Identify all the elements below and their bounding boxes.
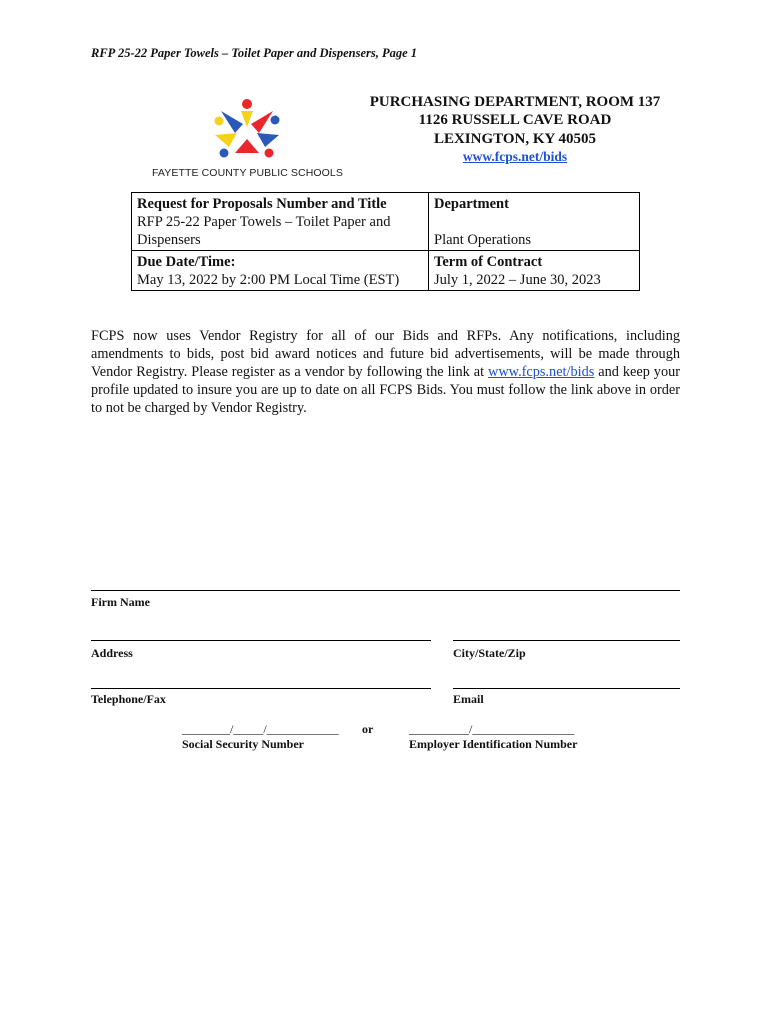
logo-figure-head-red-br — [265, 149, 274, 158]
notice-text-after-link: and keep your profile updated to insure you are up to date on all FCPS Bids. You must follow the link above in order to not be charged by Vendor Registry. — [91, 364, 681, 416]
ssn-label: Social Security Number — [182, 737, 304, 751]
due-value: May 13, 2022 by 2:00 PM Local Time (EST) — [137, 272, 400, 288]
telephone-fax-line[interactable] — [91, 688, 431, 689]
department-heading: Department — [434, 196, 509, 212]
logo-figure-head-red-top — [242, 99, 252, 109]
ein-blank[interactable]: __________/_________________ — [409, 722, 575, 736]
logo-figure-red-bottom — [235, 139, 259, 153]
department-cell — [429, 193, 640, 251]
logo-figure-head-blue-bl — [220, 149, 229, 158]
term-value: July 1, 2022 – June 30, 2023 — [434, 272, 601, 288]
table-row — [132, 193, 640, 251]
website-link[interactable]: www.fcps.net/bids — [462, 149, 568, 164]
rfp-info-table — [131, 192, 640, 291]
logo-figure-yellow-top — [241, 111, 253, 127]
logo-figure-red-right — [251, 111, 273, 133]
logo-figure-yellow-left — [215, 133, 237, 147]
department-value: Plant Operations — [434, 232, 532, 248]
address-line[interactable] — [91, 640, 431, 641]
logo-figures — [215, 99, 280, 158]
table-row — [132, 251, 640, 291]
address-line-3: LEXINGTON, KY 40505 — [433, 131, 597, 147]
logo-figure-blue-left — [221, 111, 243, 133]
logo-figure-blue-right — [257, 133, 279, 147]
running-header: RFP 25-22 Paper Towels – Toilet Paper and Dispensers, Page 1 — [91, 46, 418, 60]
address-label: Address — [91, 646, 133, 660]
term-cell — [429, 251, 640, 291]
email-label: Email — [453, 692, 484, 706]
vendor-registry-notice — [91, 327, 680, 417]
or-text: or — [362, 722, 374, 736]
logo-caption: FAYETTE COUNTY PUBLIC SCHOOLS — [152, 167, 343, 179]
email-line[interactable] — [453, 688, 680, 689]
website-line — [340, 149, 690, 165]
rfp-value: RFP 25-22 Paper Towels – Toilet Paper and Dispensers — [137, 214, 391, 248]
logo-figure-head-blue-tr — [271, 116, 280, 125]
city-state-zip-label: City/State/Zip — [453, 646, 526, 660]
ssn-blank[interactable]: ________/_____/____________ — [182, 722, 339, 736]
term-heading: Term of Contract — [434, 254, 543, 270]
notice-link[interactable]: www.fcps.net/bids — [488, 364, 595, 380]
fcps-logo — [213, 97, 281, 165]
notice-text-before-link: FCPS now uses Vendor Registry for all of our Bids and RFPs. Any notifications, including amendments to bids, post bid award notices and future bid advertisements, will be made through Vendor Registry. Please register as a vendor by following the link at — [91, 328, 680, 380]
telephone-fax-label: Telephone/Fax — [91, 692, 166, 706]
address-line-2: 1126 RUSSELL CAVE ROAD — [418, 112, 612, 128]
address-line-1: PURCHASING DEPARTMENT, ROOM 137 — [369, 94, 661, 110]
ein-label: Employer Identification Number — [409, 737, 578, 751]
rfp-heading: Request for Proposals Number and Title — [137, 196, 387, 212]
due-cell — [132, 251, 429, 291]
logo-figure-head-yellow — [215, 117, 224, 126]
firm-name-line[interactable] — [91, 590, 680, 591]
city-state-zip-line[interactable] — [453, 640, 680, 641]
rfp-cell — [132, 193, 429, 251]
firm-name-label: Firm Name — [91, 595, 150, 609]
due-heading: Due Date/Time: — [137, 254, 236, 270]
